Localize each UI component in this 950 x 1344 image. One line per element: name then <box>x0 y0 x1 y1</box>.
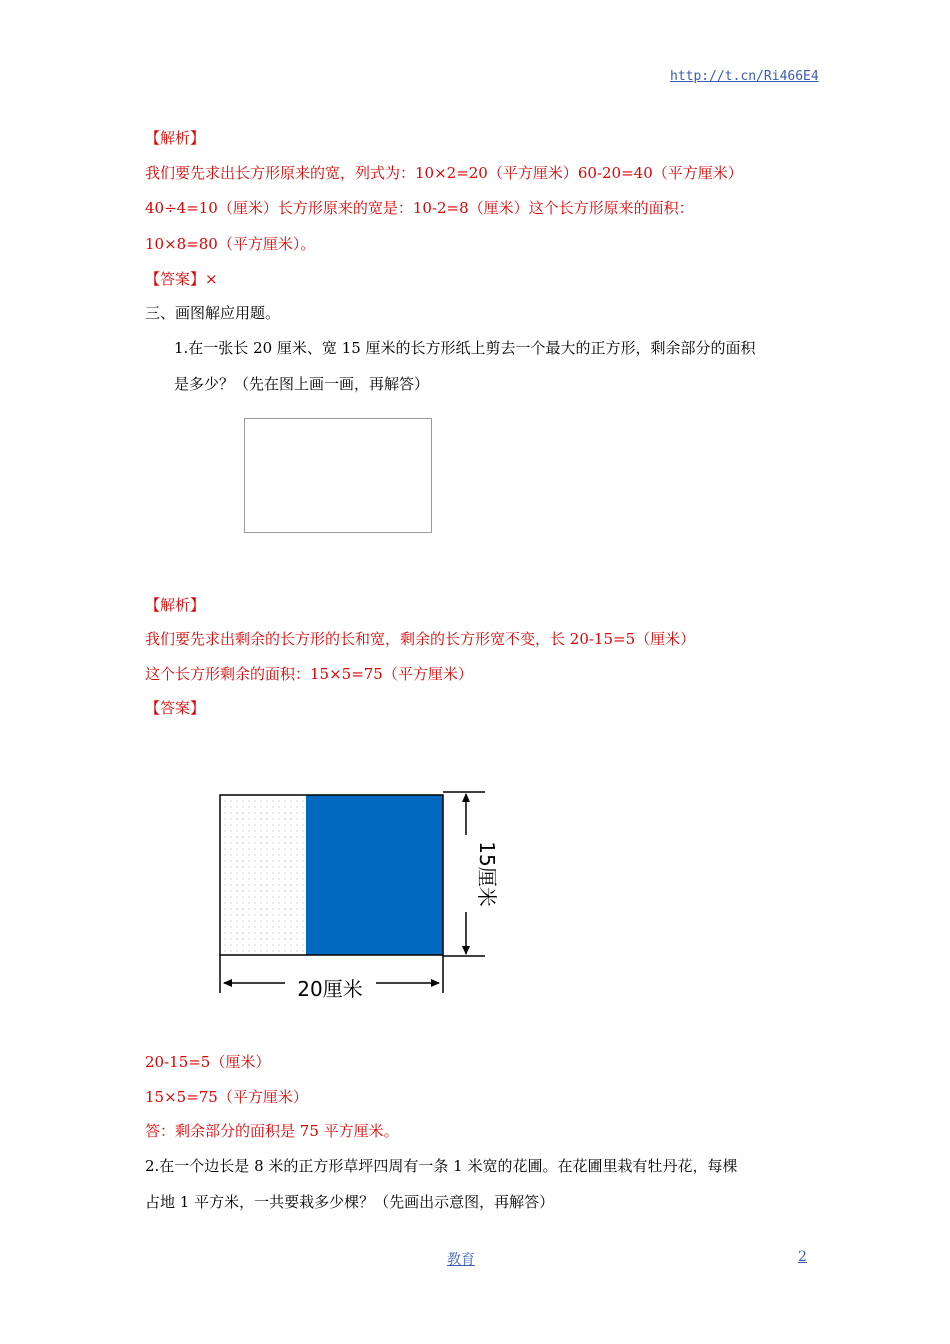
width-label: 20厘米 <box>297 977 363 1001</box>
analysis-label: 【解析】 <box>145 129 206 147</box>
answer-row <box>145 269 218 289</box>
arrowhead-up-icon <box>462 793 470 802</box>
question-text-line: 是多少？（先在图上画一画，再解答） <box>174 375 430 393</box>
answer-value: × <box>205 270 218 288</box>
solution-answer: 答：剩余部分的面积是 75 平方厘米。 <box>145 1122 399 1140</box>
rectangle-figure <box>210 780 510 1005</box>
analysis-text-line: 我们要先求出剩余的长方形的长和宽，剩余的长方形宽不变，长 20-15=5（厘米） <box>145 630 696 648</box>
cut-square <box>306 795 443 955</box>
remainder-area <box>220 795 306 955</box>
drawing-box <box>244 418 432 533</box>
section-title: 三、画图解应用题。 <box>145 304 281 322</box>
solution-line: 15×5=75（平方厘米） <box>145 1088 308 1106</box>
question-text-line: 2.在一个边长是 8 米的正方形草坪四周有一条 1 米宽的花圃。在花圃里栽有牡丹花，每棵 <box>145 1157 738 1175</box>
analysis-text-line: 我们要先求出长方形原来的宽，列式为：10×2=20（平方厘米）60-20=40（平方厘米） <box>145 164 743 182</box>
page-number: 2 <box>798 1249 807 1265</box>
height-label: 15厘米 <box>475 841 499 907</box>
answer-label: 【答案】 <box>145 270 206 288</box>
analysis-text-line: 这个长方形剩余的面积：15×5=75（平方厘米） <box>145 665 473 683</box>
analysis-label: 【解析】 <box>145 596 206 614</box>
question-text-line: 占地 1 平方米，一共要栽多少棵？（先画出示意图，再解答） <box>145 1193 555 1211</box>
arrowhead-left-icon <box>223 979 232 987</box>
answer-label: 【答案】 <box>145 699 206 717</box>
header-link[interactable]: http://t.cn/Ri466E4 <box>670 69 819 84</box>
footer-link[interactable]: 教育 <box>447 1252 475 1268</box>
arrowhead-right-icon <box>431 979 440 987</box>
arrowhead-down-icon <box>462 946 470 955</box>
analysis-text-line: 10×8=80（平方厘米）。 <box>145 235 316 253</box>
analysis-text-line: 40÷4=10（厘米）长方形原来的宽是：10-2=8（厘米）这个长方形原来的面积： <box>145 199 694 217</box>
solution-line: 20-15=5（厘米） <box>145 1053 271 1071</box>
question-text-line: 1.在一张长 20 厘米、宽 15 厘米的长方形纸上剪去一个最大的正方形，剩余部分的面积 <box>174 339 756 357</box>
